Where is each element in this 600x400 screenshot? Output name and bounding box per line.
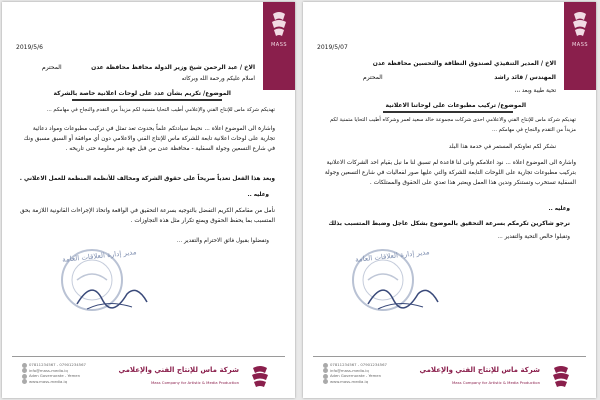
thanks-line: نشكر لكم تعاونكم المستمر في خدمة هذا البلد [448,144,556,150]
mass-logo-icon [570,10,590,38]
letter-page-2 [303,2,596,398]
intro-paragraph: تهديكم شركة ماس للإنتاج الفني والاعلامي احدى شركات مجموعة خالد سعيد لعمر وشركاه أطيب التحايا متمنية لكم مزيداً من التقدم والنجاح في مهامكم ... [329,117,576,133]
stamp-title: مدير إدارة العلاقات العامة [354,248,430,264]
greeting: اسلام عليكم ورحمة الله وبركاته [181,76,255,82]
brand-name: MASS [270,42,288,48]
signature [363,274,443,314]
footer-divider [313,356,586,357]
subject-line: الموضوع/ تكريم بشأن عدد على لوحات اعلانية خاصة بالشركة [53,90,231,97]
subject-underline [72,99,222,101]
brand-banner [564,2,596,90]
recipient-line: الاخ / المدير التنفيذي لصندوق النظافة والتحسين محافظة عدن [372,60,556,67]
reference-number: 2019/5/07 [317,44,348,51]
footer-contacts: 07811234567 - 07901234567 info@mass-media.iq Aden Governorate - Yemen www.mass-media.iq [22,362,86,384]
footer-divider [12,356,285,357]
closing-text: وعليه .. [548,206,570,212]
body-paragraph-1: واشارة الى الموضوع اعلاه ... نحيط سيادتكم علماً بحدوث تعد تمثل في تركيب مطبوعات ومواد دعائية تجارية على لوحات اعلانية تابعة للشركة ماس للإنتاج الفني والاعلامي دون أي موافقة أو السبق مسبق ونك في شارع التسعين وجولة السفلية - محافظة عدن من قبل جهة غير معلومة حتى تاريخه . [23,126,275,152]
mass-logo-icon [269,10,289,38]
salutation: المحترم [363,74,383,81]
footer-logo-icon [245,362,275,390]
request-paragraph: نرجو شاكرين تكرمكم بسرعة التحقيق بالموضوع بشكل عاجل وضبط المتسبب بذلك [328,220,570,227]
letter-page-1 [2,2,295,398]
body-paragraph-2: ويعد هذا الفعل تعدياً صريحاً على حقوق الشركة ومخالف للأنظمة المنظمة للعمل الاعلاني . [19,176,275,182]
signature [72,274,152,314]
recipient-line: الاخ / عبد الرحمن شيخ وزير الدولة محافظ محافظة عدن [91,64,255,71]
subject-line: الموضوع/ تركيب مطبوعات على لوحاتنا الاعلانية [385,102,526,109]
location-icon [22,374,27,379]
sign-off: وتفضلوا بقبول فائق الاحترام والتقدير ... [176,238,269,244]
phone-icon [323,363,328,368]
brand-banner [263,2,295,90]
web-icon [323,379,328,384]
footer-company-name: شركة ماس للإنتاج الفني والإعلامي [118,366,239,374]
web-icon [22,379,27,384]
salutation: المحترم [42,64,62,71]
footer-company-english: Mass Company for Artistic & Media Production [452,380,540,385]
footer-company-english: Mass Company for Artistic & Media Production [151,380,239,385]
request-paragraph: نأمل من مقامكم الكريم التفضل بالتوجيه بسرعة التحقيق في الواقعة واتخاذ الإجراءات القانونية اللازمة بحق المتسبب بما يحفظ الحقوق ويمنع تكرار مثل هذه التجاوزات . [20,208,275,224]
addressee-name: المهندس / قائد راشد [494,74,556,81]
phone-icon [22,363,27,368]
brand-name: MASS [571,42,589,48]
greeting: تحية طيبة وبعد ،،، [514,88,556,94]
intro-paragraph: تهديكم شركة ماس للإنتاج الفني والإعلامي أطيب التحايا متمنية لكم مزيداً من التقدم والنجاح في مهامكم ... [46,107,275,113]
closing-text: وعليه .. [247,192,269,198]
reference-number: 2019/5/6 [16,44,43,51]
sign-off: وتقبلوا خالص التحية والتقدير ... [497,234,570,240]
footer-contacts: 07811234567 - 07901234567 info@mass-media.iq Aden Governorate - Yemen www.mass-media.iq [323,362,387,384]
footer-logo-icon [546,362,576,390]
body-paragraph-1: واشارة الى الموضوع اعلاه ... نود اعلامكم وانى لنا قاعدة لم تسبق لنا ما نبل بقيام احد الشركات الاعلانية بتركيب مطبوعات تجارية على اللوحات التابعة للشركة والتي عليها صور لفعاليات في شارع التسعين وجولة السفلية تستخرب وتستنكر وندين هذا العمل ويعتبر هذا تعدي على الحقوق والممتلكات . [324,160,576,186]
stamp-title: مدير إدارة العلاقات العامة [61,248,137,264]
footer-company-name: شركة ماس للإنتاج الفني والإعلامي [419,366,540,374]
subject-underline [383,111,513,113]
location-icon [323,374,328,379]
